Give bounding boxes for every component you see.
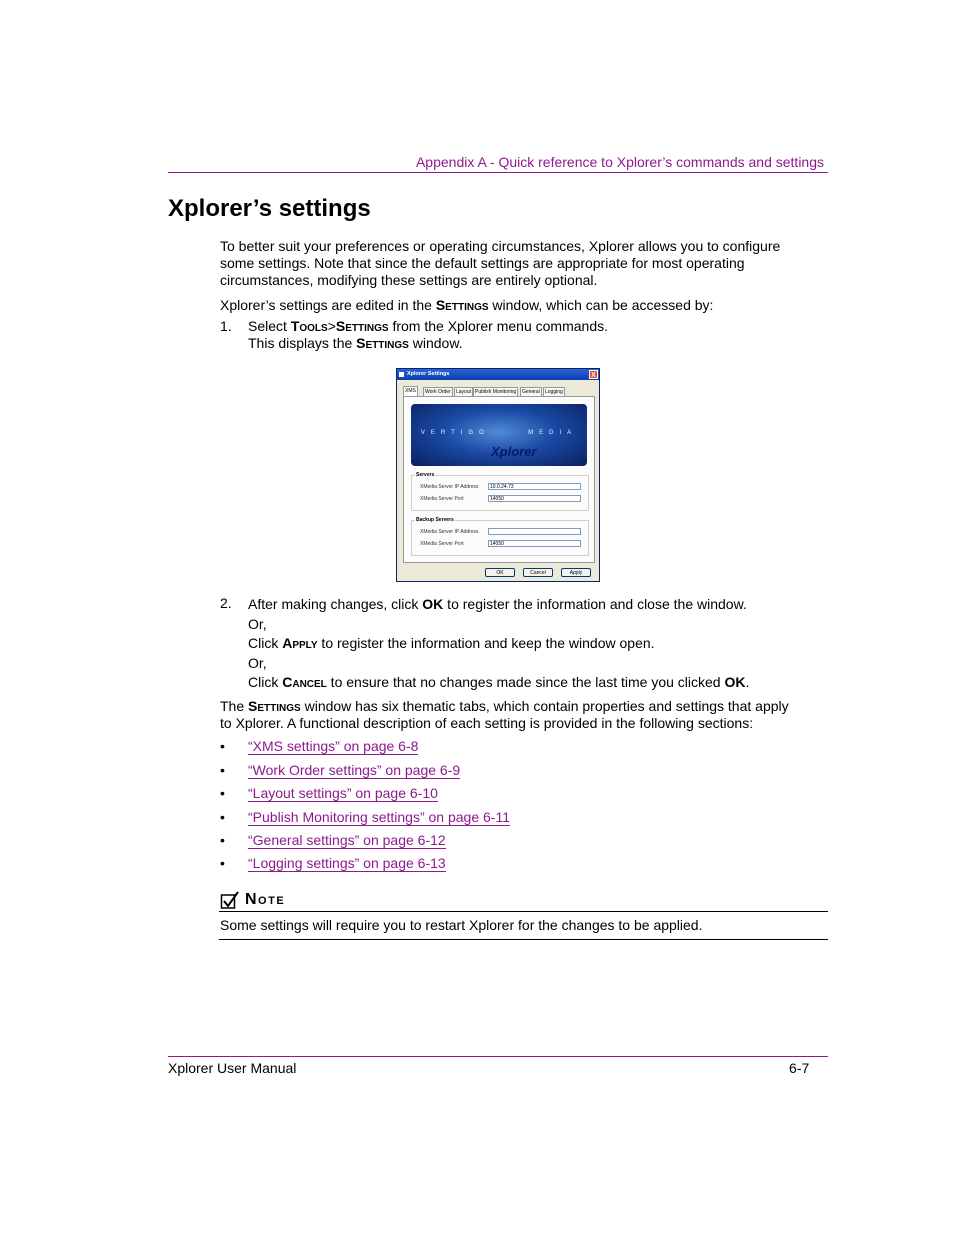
note-label: Note: [245, 891, 286, 908]
cancel-term: Cancel: [282, 674, 327, 690]
settings-window-screenshot: [396, 368, 600, 582]
step-1-number: 1.: [220, 318, 232, 334]
link-layout-settings[interactable]: “Layout settings” on page 6-10: [248, 785, 438, 801]
window-title: Xplorer Settings: [407, 371, 450, 377]
tab-logging: Logging: [545, 389, 563, 395]
cancel-button: Cancel: [523, 568, 553, 577]
backup-port-label: XMedia Server Port: [420, 541, 464, 547]
intro-line: some settings. Note that since the default settings are appropriate for most operating: [220, 255, 745, 271]
step-1-text: Select Tools>Settings from the Xplorer menu commands. This displays the Settings window.: [248, 318, 608, 351]
step-2-text: After making changes, click OK to register the information and close the window. Or, Click Apply to register the information and keep the window open. Or, Click Cancel to ensure that no changes made since the last time you clicked OK.: [248, 596, 750, 690]
note-bottom-rule: [219, 939, 828, 940]
banner-brand: VERTIGO MEDIA: [420, 430, 578, 436]
servers-group: [411, 472, 589, 511]
settings-term: Settings: [435, 297, 489, 313]
app-icon: [399, 372, 404, 377]
xms-tab-panel: [403, 396, 595, 563]
intro-line: To better suit your preferences or operating circumstances, Xplorer allows you to configure: [220, 238, 781, 254]
bullet: •: [220, 809, 225, 825]
servers-group-title: Servers: [416, 472, 435, 478]
running-head: Appendix A - Quick reference to Xplorer’s commands and settings: [415, 154, 824, 170]
header-rule: [168, 172, 828, 173]
intro-line: circumstances, modifying these settings are entirely optional.: [220, 272, 598, 288]
backup-port-input: 14050: [488, 540, 581, 547]
footer-rule: [168, 1056, 828, 1057]
apply-button: Apply: [561, 568, 591, 577]
ok-term: OK: [422, 596, 444, 612]
tab-work-order: Work Order: [425, 389, 451, 395]
settings-term: Settings: [248, 698, 301, 714]
settings-term: Settings: [356, 335, 409, 351]
backup-servers-group: [411, 517, 589, 556]
tab-layout: Layout: [456, 389, 472, 395]
tab-xms: XMS: [405, 388, 416, 394]
server-ip-input: 10.0.24.73: [488, 483, 581, 490]
tab-general: General: [522, 389, 540, 395]
tab-publish-monitoring: Publish Monitoring: [475, 389, 517, 395]
bullet: •: [220, 738, 225, 754]
page-title: Xplorer’s settings: [168, 195, 371, 222]
server-port-label: XMedia Server Port: [420, 496, 464, 502]
checkbox-icon: [220, 891, 240, 911]
apply-term: Apply: [282, 635, 318, 651]
server-ip-label: XMedia Server IP Address: [420, 484, 479, 490]
link-general-settings[interactable]: “General settings” on page 6-12: [248, 832, 446, 848]
link-work-order-settings[interactable]: “Work Order settings” on page 6-9: [248, 762, 461, 778]
tabs-paragraph: The Settings window has six thematic tabs, which contain properties and settings that apply to Xplorer. A functional description of each setting is provided in the following sections:: [220, 698, 789, 731]
access-paragraph: Xplorer’s settings are edited in the Settings window, which can be accessed by:: [220, 297, 714, 313]
tools-term: Tools: [290, 318, 328, 334]
close-icon: X: [589, 370, 598, 379]
link-logging-settings[interactable]: “Logging settings” on page 6-13: [248, 855, 446, 871]
link-publish-monitoring-settings[interactable]: “Publish Monitoring settings” on page 6-11: [248, 809, 511, 825]
server-port-input: 14050: [488, 495, 581, 502]
backup-group-title: Backup Servers: [416, 517, 454, 523]
step-2-number: 2.: [220, 595, 232, 611]
ok-button: OK: [485, 568, 515, 577]
backup-ip-input: [488, 528, 581, 535]
footer-page-number: 6-7: [789, 1060, 810, 1076]
backup-ip-label: XMedia Server IP Address: [420, 529, 479, 535]
settings-term: Settings: [335, 318, 389, 334]
ok-term: OK: [724, 674, 746, 690]
intro-paragraph: [220, 238, 790, 289]
bullet: •: [220, 785, 225, 801]
vertigo-media-banner: [411, 404, 587, 466]
footer-manual-title: Xplorer User Manual: [168, 1060, 297, 1076]
link-xms-settings[interactable]: “XMS settings” on page 6-8: [248, 738, 419, 754]
bullet: •: [220, 832, 225, 848]
banner-product: Xplorer: [491, 444, 537, 459]
bullet: •: [220, 762, 225, 778]
window-title-bar: [397, 369, 599, 380]
note-top-rule: [219, 911, 828, 912]
bullet: •: [220, 855, 225, 871]
note-text: Some settings will require you to restart Xplorer for the changes to be applied.: [220, 917, 703, 933]
